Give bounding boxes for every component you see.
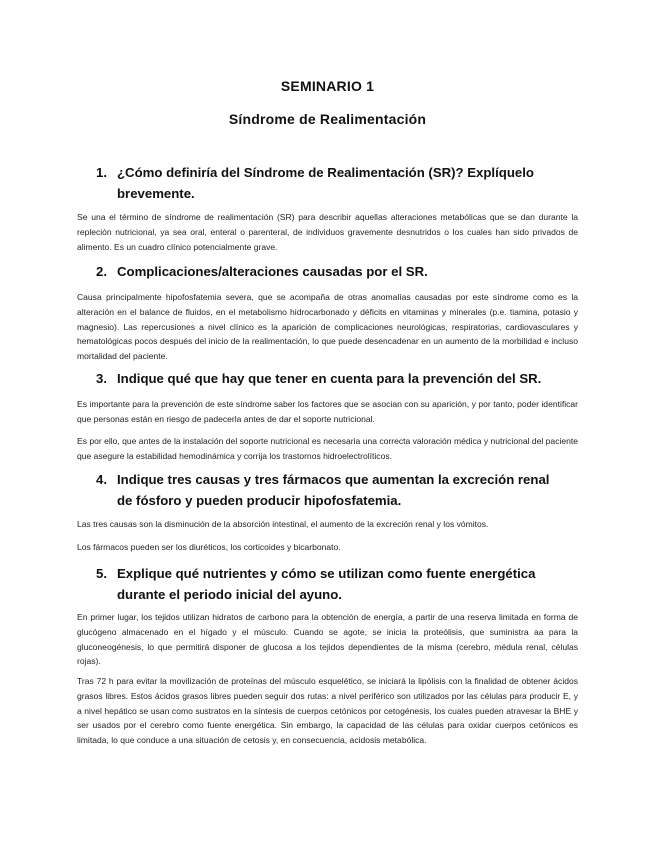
answer-paragraph: Es importante para la prevención de este síndrome saber los factores que se asocian con su aparición, y por tanto, poder identificar que personas están en riesgo de padecerla antes de dar el soporte nutricional. <box>77 399 578 424</box>
answer-paragraph: En primer lugar, los tejidos utilizan hidratos de carbono para la obtención de energía, a partir de una reserva limitada en forma de glucógeno almacenado en el hígado y el músculo. Cuando se agote, se inicia la proteólisis, que suministra aa para la gluconeogénesis, lo que permitirá disponer de glucosa a los tejidos dependientes de la misma (cerebro, médula renal, células rojas). <box>77 612 578 667</box>
answer-paragraph: Es por ello, que antes de la instalación del soporte nutricional es necesaria una correcta valoración médica y nutricional del paciente que asegure la estabilidad hemodinámica y corrija los trastornos hidroelectrolíticos. <box>77 436 578 461</box>
question-text: ¿Cómo definiría del Síndrome de Realimentación (SR)? Explíquelo brevemente. <box>117 165 534 201</box>
question-number: 4. <box>96 472 107 487</box>
question-text: Complicaciones/alteraciones causadas por el SR. <box>117 264 428 279</box>
answer-paragraph: Los fármacos pueden ser los diuréticos, los corticoides y bicarbonato. <box>77 542 341 552</box>
question-4-heading <box>96 469 556 511</box>
question-number: 3. <box>96 371 107 386</box>
question-text: Indique qué que hay que tener en cuenta para la prevención del SR. <box>117 371 542 386</box>
question-number: 2. <box>96 264 107 279</box>
answer-paragraph: Causa principalmente hipofosfatemia severa, que se acompaña de otras anomalías causadas por este síndrome como es la alteración en el balance de fluidos, en el metabolismo hidrocarbonado y déficits en vitaminas y minerales (p.e. tiamina, potasio y magnesio). Las repercusiones a nivel clínico es la aparición de complicaciones neurológicas, respiratorias, cardiovasculares y hematológicas pocos después del inicio de la realimentación, lo que puede desencadenar en un aumento de la morbilidad e incluso mortalidad del paciente. <box>77 292 578 362</box>
question-text: Explique qué nutrientes y cómo se utilizan como fuente energética durante el periodo inicial del ayuno. <box>117 566 536 602</box>
question-1-heading <box>96 162 556 204</box>
answer-paragraph: Tras 72 h para evitar la movilización de proteínas del músculo esquelético, se iniciará la lipólisis con la finalidad de obtener ácidos grasos libres. Estos ácidos grasos libres pueden seguir dos rutas: a nivel periférico son utilizados por las células para producir E, y a nivel hepático se usan como sustratos en la síntesis de cuerpos cetónicos por cetogénesis, los cuales pueden atravesar la BHE y ser usados por el cerebro como fuente energética. Sin embargo, la capacidad de las células para oxidar cuerpos cetónicos es limitada, lo que conduce a una situación de cetosis y, en consecuencia, acidosis metabólica. <box>77 676 578 746</box>
question-3-heading <box>96 368 556 389</box>
question-number: 5. <box>96 566 107 581</box>
document-subtitle: Síndrome de Realimentación <box>228 111 427 127</box>
question-text: Indique tres causas y tres fármacos que aumentan la excreción renal de fósforo y pueden producir hipofosfatemia. <box>117 472 550 508</box>
document-title: SEMINARIO 1 <box>280 78 375 94</box>
question-number: 1. <box>96 165 107 180</box>
question-5-heading <box>96 563 556 605</box>
answer-paragraph: Las tres causas son la disminución de la absorción intestinal, el aumento de la excreción renal y los vómitos. <box>77 519 489 529</box>
question-2-heading <box>96 261 556 282</box>
answer-paragraph: Se una el término de síndrome de realimentación (SR) para describir aquellas alteraciones metabólicas que se dan durante la repleción nutricional, ya sea oral, enteral o parenteral, de individuos gravemente desnutridos o los cuales han sido privados de alimento. Es un cuadro clínico potencialmente grave. <box>77 212 578 252</box>
